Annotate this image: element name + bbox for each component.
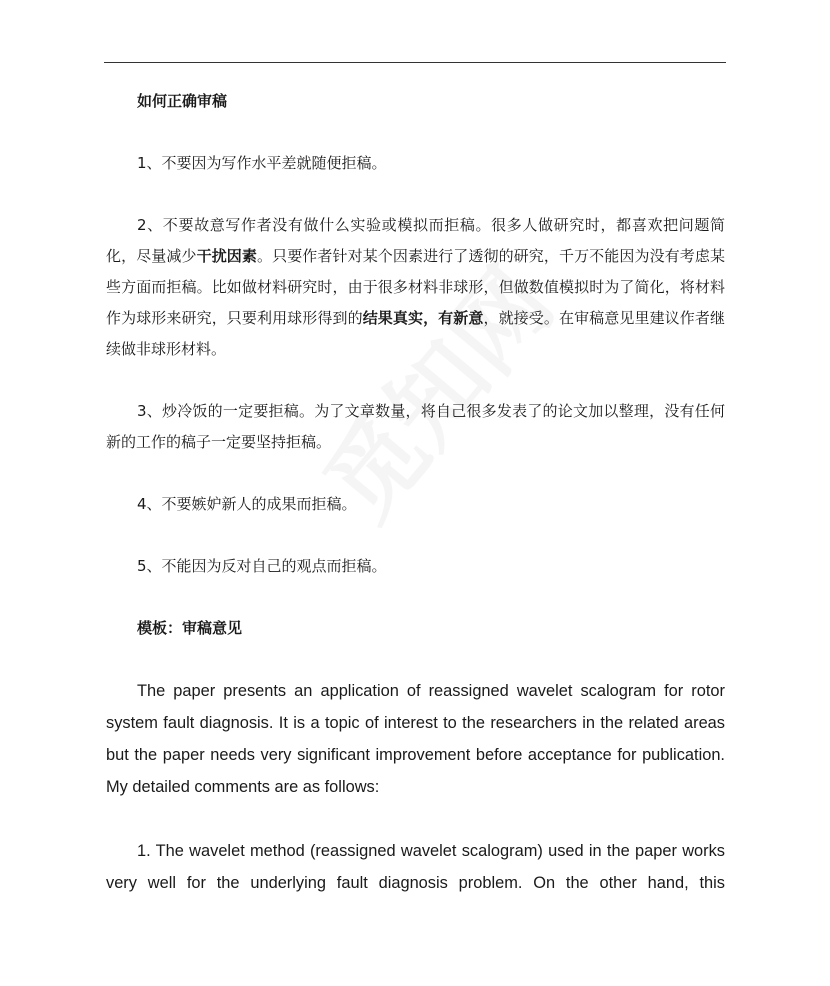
english-paragraph-intro: The paper presents an application of reassigned wavelet scalogram for rotor system fault diagnosis. It is a topic of interest to the researchers in the related areas but the paper needs very significant improvement before acceptance for publication. My detailed comments are as follows:	[106, 682, 725, 796]
guideline-item-2-text-a: 2、不要故意写作者没有做什么实验或模拟而拒稿。很多人做研究时，都喜欢把问题简化，尽量减少	[106, 216, 725, 265]
english-paragraph-comment-1: 1. The wavelet method (reassigned wavelet scalogram) used in the paper works very well for the underlying fault diagnosis problem. On the other hand, this	[106, 842, 725, 892]
guideline-item-2-bold-b: 结果真实，有新意	[362, 309, 484, 327]
section-heading-template: 模板：审稿意见	[137, 619, 243, 637]
guideline-item-2	[106, 210, 725, 365]
document-body	[106, 86, 725, 899]
guideline-item-2-text-b: 。只要作者针对某个因素进行了透彻的研究，千万不能因为没有考虑某些方面而拒稿。比如做材料研究时，由于很多材料非球形，但做数值模拟时为了简化，将材料作为球形来研究，只要利用球形得到的	[106, 247, 725, 327]
guideline-item-5: 5、不能因为反对自己的观点而拒稿。	[137, 557, 387, 575]
guideline-item-2-text-c: ，就接受。在审稿意见里建议作者继续做非球形材料。	[106, 309, 725, 358]
guideline-item-1: 1、不要因为写作水平差就随便拒稿。	[137, 154, 387, 172]
guideline-item-4: 4、不要嫉妒新人的成果而拒稿。	[137, 495, 357, 513]
guideline-item-2-bold-a: 干扰因素	[196, 247, 257, 265]
guideline-item-3: 3、炒冷饭的一定要拒稿。为了文章数量，将自己很多发表了的论文加以整理，没有任何新的工作的稿子一定要坚持拒稿。	[106, 402, 725, 451]
section-heading-how-to-review: 如何正确审稿	[137, 92, 228, 110]
header-rule	[104, 62, 726, 63]
